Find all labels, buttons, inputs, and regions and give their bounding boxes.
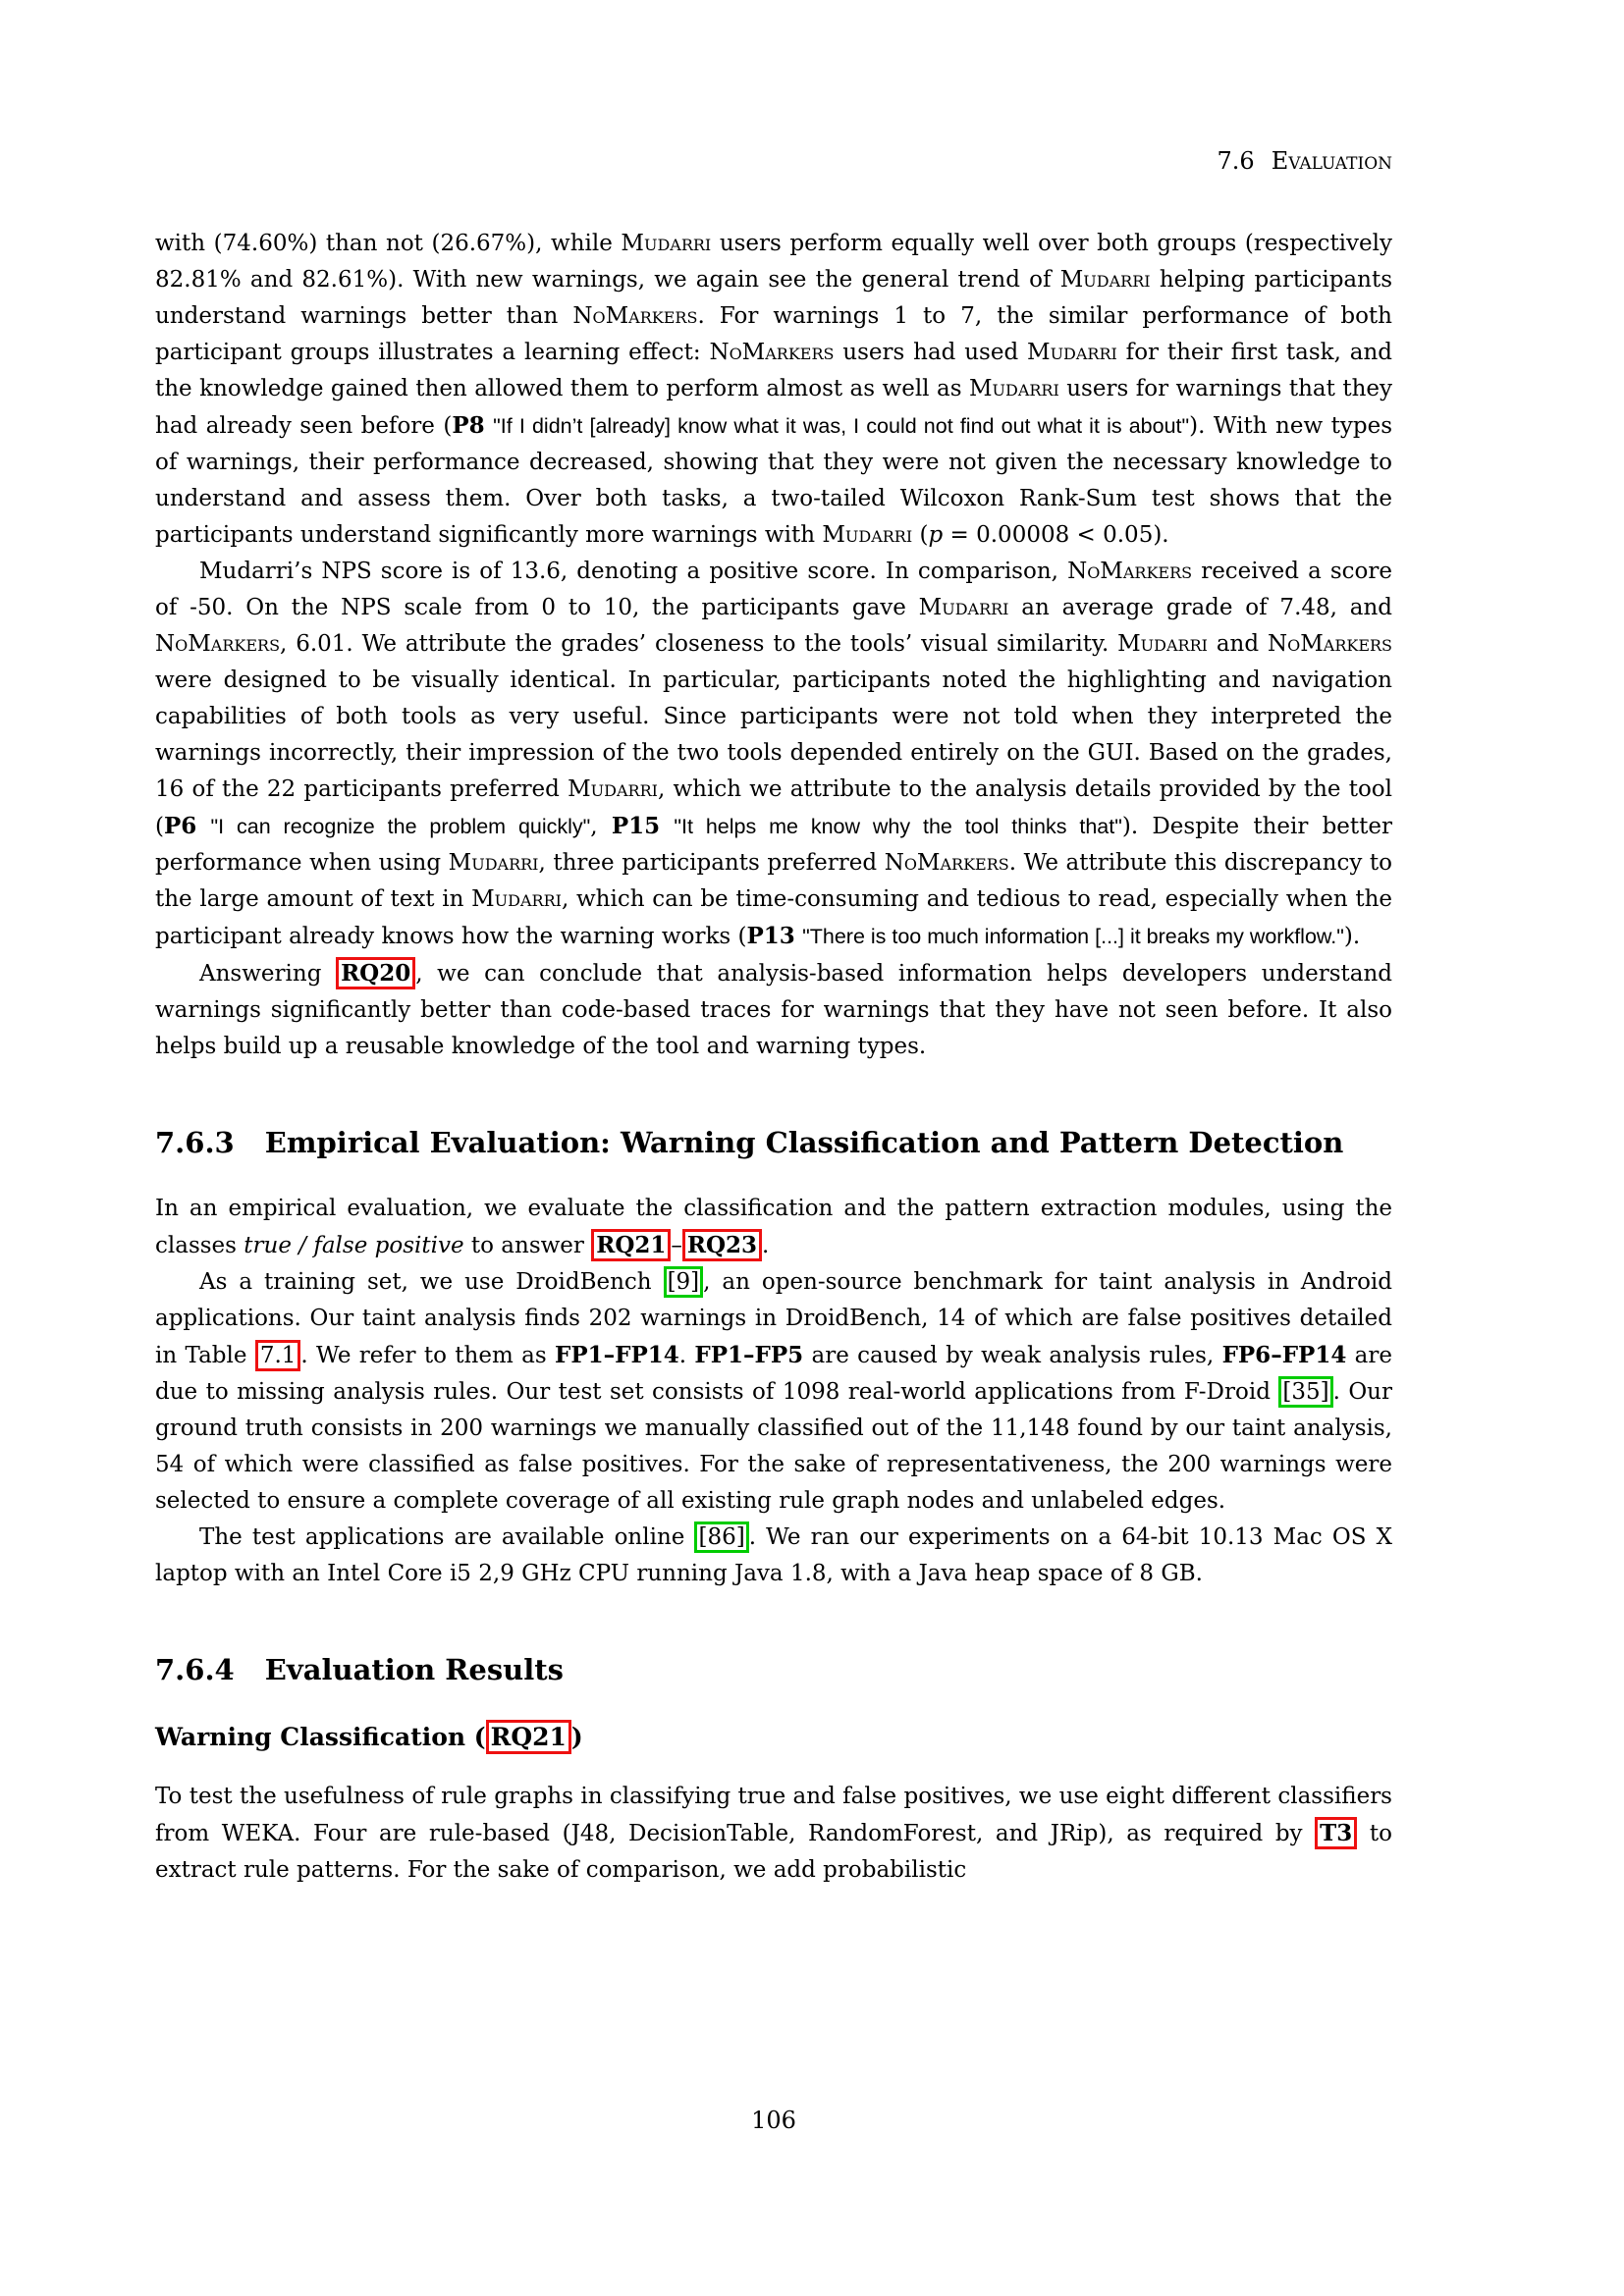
text-run: . We ran our experiments on a 64-bit 10.13 Mac OS X laptop with an Intel Core i5 2,9 GHz CPU running Java 1.8, with a Java heap space of 8 GB. <box>155 1524 1392 1586</box>
text-run: users had used <box>834 340 1028 365</box>
subsection-heading <box>155 1722 1392 1753</box>
sc-run: Mudarri <box>471 886 562 912</box>
section-heading-7.6.3 <box>155 1126 1392 1159</box>
text-run: As a training set, we use DroidBench <box>199 1269 664 1295</box>
header-section-number: 7.6 <box>1217 147 1255 175</box>
sc-run: Mudarri <box>918 595 1009 620</box>
text-run: received a score of -50. On the NPS scale from 0 to 10, the participants gave <box>155 559 1393 620</box>
text-run: . <box>678 1343 695 1368</box>
sc-run: NoMarkers <box>884 850 1009 876</box>
text-run: , which we attribute to the analysis details provided by the tool ( <box>155 776 1393 839</box>
section-number: 7.6.3 <box>155 1126 235 1159</box>
b-run: FP1–FP5 <box>694 1342 804 1368</box>
page-number: 106 <box>751 2107 796 2134</box>
text-run: , <box>590 814 612 839</box>
text-run: , three participants preferred <box>538 850 885 876</box>
text-run: The test applications are available online <box>199 1524 695 1550</box>
sans-run: "It helps me know why the tool thinks that" <box>674 815 1122 838</box>
section-number: 7.6.4 <box>155 1653 235 1686</box>
text-run: . <box>762 1233 770 1258</box>
cite-9[interactable]: [9] <box>664 1266 704 1298</box>
sans-run: "If I didn’t [already] know what it was, I could not find out what it is about" <box>493 414 1190 438</box>
sc-run: Mudarri <box>448 850 539 876</box>
text-run <box>485 413 493 439</box>
text-run <box>660 814 674 839</box>
sc-run: Mudarri <box>1117 631 1208 657</box>
b-run: P13 <box>746 923 795 949</box>
sc-run: Mudarri <box>568 776 658 802</box>
b-run: P8 <box>452 412 485 439</box>
paragraph <box>155 1779 1392 1889</box>
text-run: . For warnings 1 to 7, the similar performance of both participant groups illustrates a learning effect: <box>155 303 1392 365</box>
text-run <box>795 924 802 949</box>
paragraph <box>155 226 1392 554</box>
sc-run: Mudarri <box>1027 340 1117 365</box>
paragraph <box>155 955 1392 1065</box>
content <box>155 226 1392 1889</box>
text-run: ( <box>912 522 929 548</box>
running-header <box>155 147 1392 175</box>
text-run: Mudarri’s NPS score is of 13.6, denoting a positive score. In comparison, <box>199 559 1068 584</box>
text-run: – <box>671 1233 682 1258</box>
text-run: ). With new types of warnings, their performance decreased, showing that they were not given the necessary knowledge to understand and assess them. Over both tasks, a two-tailed Wilcoxon Rank-Sum test shows that the participants understand significantly more warnings with <box>155 413 1392 548</box>
text-run: for their first task, and the knowledge gained then allowed them to perform almost as well as <box>155 340 1392 401</box>
cite-35[interactable]: [35] <box>1278 1376 1332 1408</box>
text-run: , an open-source benchmark for taint analysis in Android applications. Our taint analysis finds 202 warnings in DroidBench, 14 of which are false positives detailed in Table <box>155 1269 1392 1368</box>
sc-run: NoMarkers <box>1267 631 1393 657</box>
text-run: to extract rule patterns. For the sake of comparison, we add probabilistic <box>155 1821 1392 1883</box>
text-run: . We refer to them as <box>300 1343 555 1368</box>
text-run: are due to missing analysis rules. Our test set consists of 1098 real-world applications from F-Droid <box>155 1343 1392 1405</box>
paragraph <box>155 1520 1392 1592</box>
text-run: ). <box>1343 924 1361 949</box>
i-run: p <box>928 522 944 548</box>
section-heading-7.6.4 <box>155 1653 1392 1686</box>
sc-run: NoMarkers <box>155 631 281 657</box>
paragraph <box>155 1191 1392 1264</box>
sans-run: "I can recognize the problem quickly" <box>210 815 591 838</box>
text-run: with (74.60%) than not (26.67%), while <box>155 231 622 256</box>
text-run: In an empirical evaluation, we evaluate the classification and the pattern extraction modules, using the classes <box>155 1196 1392 1258</box>
cite-86[interactable]: [86] <box>694 1522 748 1553</box>
b-run: FP1–FP14 <box>554 1342 679 1368</box>
link-RQ21-heading[interactable]: RQ21 <box>486 1720 571 1754</box>
sc-run: Mudarri <box>621 231 712 256</box>
text-run: . We attribute this discrepancy to the large amount of text in <box>155 850 1392 912</box>
b-run: FP6–FP14 <box>1221 1342 1347 1368</box>
paragraph <box>155 554 1392 955</box>
paragraph <box>155 1264 1392 1520</box>
text-run: helping participants understand warnings better than <box>155 267 1393 329</box>
text-run: users perform equally well over both groups (respectively 82.81% and 82.61%). With new warnings, we again see the general trend of <box>155 231 1392 293</box>
link-T3[interactable]: T3 <box>1315 1817 1357 1849</box>
text-run <box>196 814 210 839</box>
text-run: , which can be time-consuming and tedious to read, especially when the participant already knows how the warning works ( <box>155 886 1392 949</box>
i-run: true / false positive <box>244 1233 464 1258</box>
text-run: users for warnings that they had already seen before ( <box>155 376 1392 439</box>
b-run: P6 <box>163 813 197 839</box>
section-title: Empirical Evaluation: Warning Classification and Pattern Detection <box>264 1126 1344 1159</box>
link-table-7.1[interactable]: 7.1 <box>255 1340 301 1371</box>
text-run: , we can conclude that analysis-based information helps developers understand warnings significantly better than code-based traces for warnings that they have not seen before. It also helps build up a reusable knowledge of the tool and warning types. <box>155 961 1392 1059</box>
sc-run: NoMarkers <box>572 303 698 329</box>
text-run: and <box>1207 631 1268 657</box>
sans-run: "There is too much information [...] it breaks my workflow." <box>802 925 1344 948</box>
link-RQ20[interactable]: RQ20 <box>336 957 415 989</box>
sc-run: NoMarkers <box>709 340 835 365</box>
text-run: an average grade of 7.48, and <box>1008 595 1392 620</box>
text-run: To test the usefulness of rule graphs in classifying true and false positives, we use eight different classifiers from WEKA. Four are rule-based (J48, DecisionTable, RandomForest, and JRip), as required by <box>155 1784 1392 1846</box>
link-RQ21[interactable]: RQ21 <box>591 1229 671 1261</box>
sc-run: Mudarri <box>822 522 913 548</box>
sc-run: Mudarri <box>1059 267 1151 293</box>
text-run: = 0.00008 < 0.05). <box>943 522 1169 548</box>
link-RQ23[interactable]: RQ23 <box>682 1229 762 1261</box>
text-run: ). Despite their better performance when using <box>155 814 1392 876</box>
text-run: ) <box>570 1723 583 1751</box>
text-run: Warning Classification ( <box>155 1723 486 1751</box>
text-run: are caused by weak analysis rules, <box>803 1343 1222 1368</box>
sc-run: Mudarri <box>968 376 1059 401</box>
text-run: to answer <box>463 1233 592 1258</box>
text-run: were designed to be visually identical. In particular, participants noted the highlighting and navigation capabilities of both tools as very useful. Since participants were not told when they interpreted the warnings incorrectly, their impression of the two tools depended entirely on the GUI. Based on the grades, 16 of the 22 participants preferred <box>155 667 1392 802</box>
section-title: Evaluation Results <box>264 1653 565 1686</box>
text-run: Answering <box>199 961 337 987</box>
b-run: P15 <box>611 813 661 839</box>
text-run: , 6.01. We attribute the grades’ closeness to the tools’ visual similarity. <box>280 631 1118 657</box>
text-run: . Our ground truth consists in 200 warnings we manually classified out of the 11,148 found by our taint analysis, 54 of which were classified as false positives. For the sake of representativeness, the 200 warnings were selected to ensure a complete coverage of all existing rule graph nodes and unlabeled edges. <box>155 1379 1392 1514</box>
header-section-title: Evaluation <box>1271 147 1392 175</box>
sc-run: NoMarkers <box>1067 559 1193 584</box>
